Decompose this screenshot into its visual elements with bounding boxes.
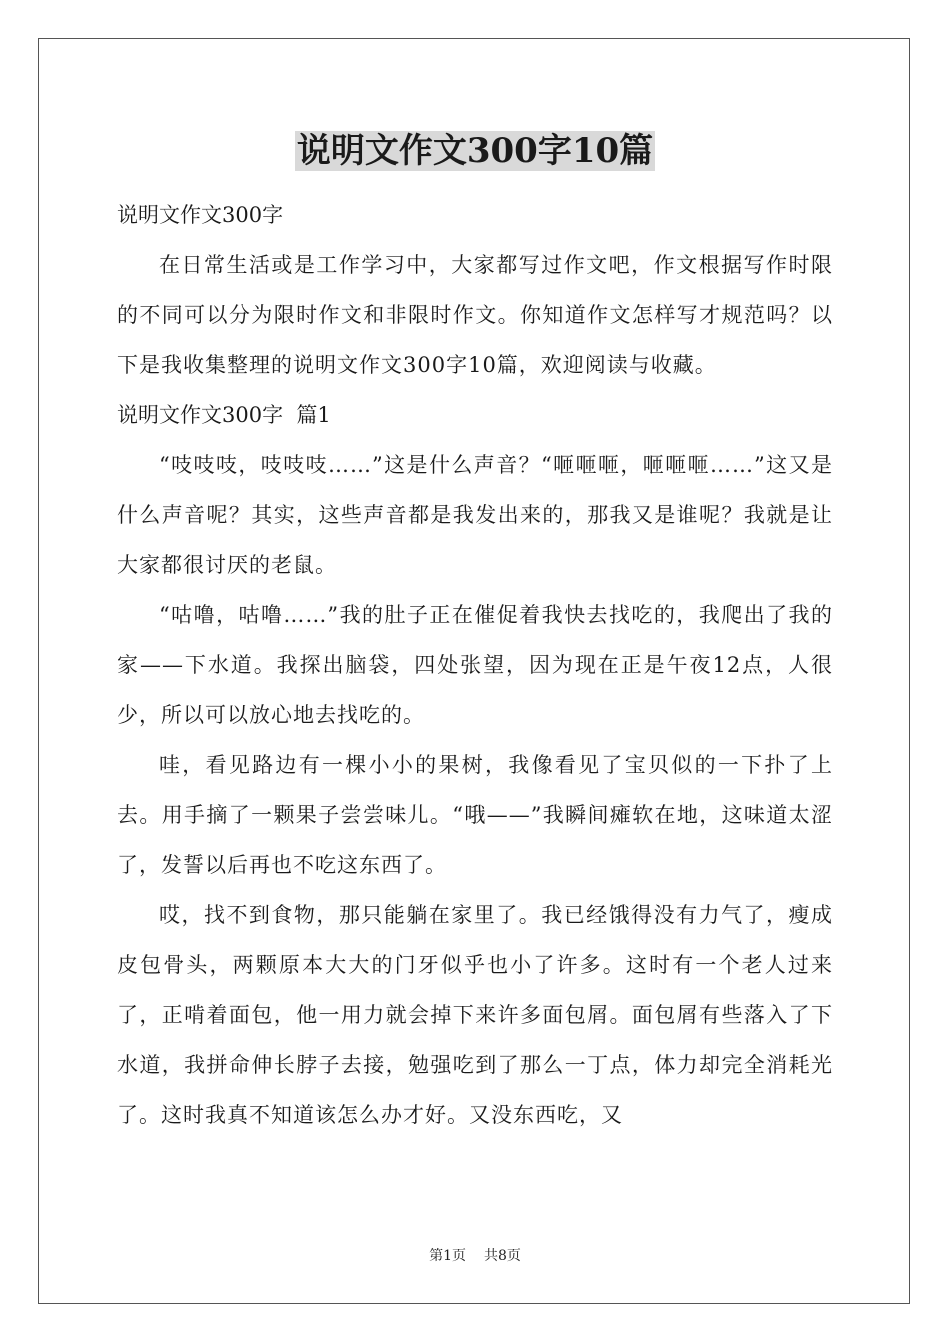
document-subtitle: 说明文作文300字	[117, 203, 284, 227]
document-body	[117, 126, 833, 1140]
document-title-text: 说明文作文300字10篇	[296, 131, 654, 171]
page-number-total: 共8页	[484, 1248, 521, 1264]
body-paragraph: 哎，找不到食物，那只能躺在家里了。我已经饿得没有力气了，瘦成皮包骨头，两颗原本大大的门牙似乎也小了许多。这时有一个老人过来了，正啃着面包，他一用力就会掉下来许多面包屑。面包屑有些落入了下水道，我拼命伸长脖子去接，勉强吃到了那么一丁点，体力却完全消耗光了。这时我真不知道该怎么办才好。又没东西吃，又	[117, 903, 833, 1127]
intro-paragraph: 在日常生活或是工作学习中，大家都写过作文吧，作文根据写作时限的不同可以分为限时作文和非限时作文。你知道作文怎样写才规范吗？以下是我收集整理的说明文作文300字10篇，欢迎阅读与收藏。	[117, 253, 833, 377]
body-paragraph: 哇，看见路边有一棵小小的果树，我像看见了宝贝似的一下扑了上去。用手摘了一颗果子尝尝味儿。“哦——”我瞬间瘫软在地，这味道太涩了，发誓以后再也不吃这东西了。	[117, 753, 833, 877]
page-footer	[0, 1246, 950, 1266]
body-paragraph: “吱吱吱，吱吱吱……”这是什么声音？“咂咂咂，咂咂咂……”这又是什么声音呢？其实，这些声音都是我发出来的，那我又是谁呢？我就是让大家都很讨厌的老鼠。	[117, 453, 833, 577]
body-paragraph: “咕噜，咕噜……”我的肚子正在催促着我快去找吃的，我爬出了我的家——下水道。我探出脑袋，四处张望，因为现在正是午夜12点，人很少，所以可以放心地去找吃的。	[117, 603, 833, 727]
document-title	[117, 126, 833, 176]
page-number-current: 第1页	[429, 1248, 466, 1264]
section-heading: 说明文作文300字 篇1	[117, 403, 331, 427]
